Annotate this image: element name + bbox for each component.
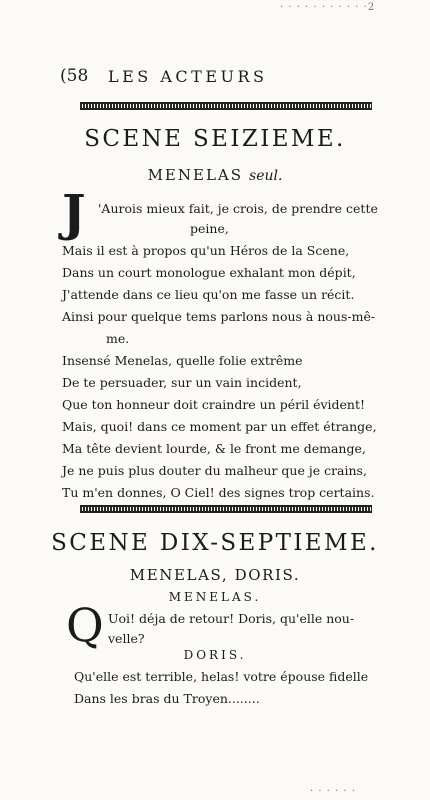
verse-line: Uoi! déja de retour! Doris, qu'elle nou- <box>108 611 355 626</box>
verse-line: Qu'elle est terrible, helas! votre épouse fidelle <box>74 669 369 684</box>
verse-line: Ainsi pour quelque tems parlons nous à nous-mê- <box>62 309 376 324</box>
verse-line: me. <box>106 331 130 346</box>
verse-line: velle? <box>108 631 145 646</box>
scene-title: SCENE SEIZIEME. <box>84 126 346 152</box>
verse-line: Tu m'en donnes, O Ciel! des signes trop certains. <box>62 485 375 500</box>
scene-characters: MENELAS, DORIS. <box>129 566 301 584</box>
ornamental-rule <box>80 102 372 110</box>
verse-line: peine, <box>190 221 229 236</box>
running-header <box>0 66 430 90</box>
verse-line: Dans les bras du Troyen........ <box>74 691 260 706</box>
verse-line: Je ne puis plus douter du malheur que je crains, <box>62 463 367 478</box>
scene-characters <box>0 166 430 184</box>
speaker-name: MENELAS. <box>168 590 262 604</box>
page-corner-mark: · · · · · · <box>310 786 356 797</box>
verse-line: Ma tête devient lourde, & le front me demange, <box>62 441 366 456</box>
ornamental-rule <box>80 505 372 513</box>
verse-line: Mais il est à propos qu'un Héros de la Scene, <box>62 243 350 258</box>
verse-line: De te persuader, sur un vain incident, <box>62 375 302 390</box>
page-number: (58 <box>60 66 89 86</box>
stage-direction: seul. <box>249 168 283 184</box>
drop-cap: J <box>62 183 86 242</box>
page-corner-mark: · · · · · · · · · · ·2 <box>280 2 376 13</box>
verse-line: J'attende dans ce lieu qu'on me fasse un récit. <box>62 287 355 302</box>
running-title: LES ACTEURS <box>108 67 268 86</box>
verse-line: Mais, quoi! dans ce moment par un effet étrange, <box>62 419 377 434</box>
verse-line: Dans un court monologue exhalant mon dépit, <box>62 265 356 280</box>
drop-cap: Q <box>66 598 104 652</box>
speaker-name: DORIS. <box>183 648 247 662</box>
scene-title: SCENE DIX-SEPTIEME. <box>51 530 379 556</box>
verse-line: 'Aurois mieux fait, je crois, de prendre cette <box>98 201 378 216</box>
verse-line: Que ton honneur doit craindre un péril évident! <box>62 397 366 412</box>
character-name: MENELAS <box>147 166 244 184</box>
verse-line: Insensé Menelas, quelle folie extrême <box>62 353 303 368</box>
